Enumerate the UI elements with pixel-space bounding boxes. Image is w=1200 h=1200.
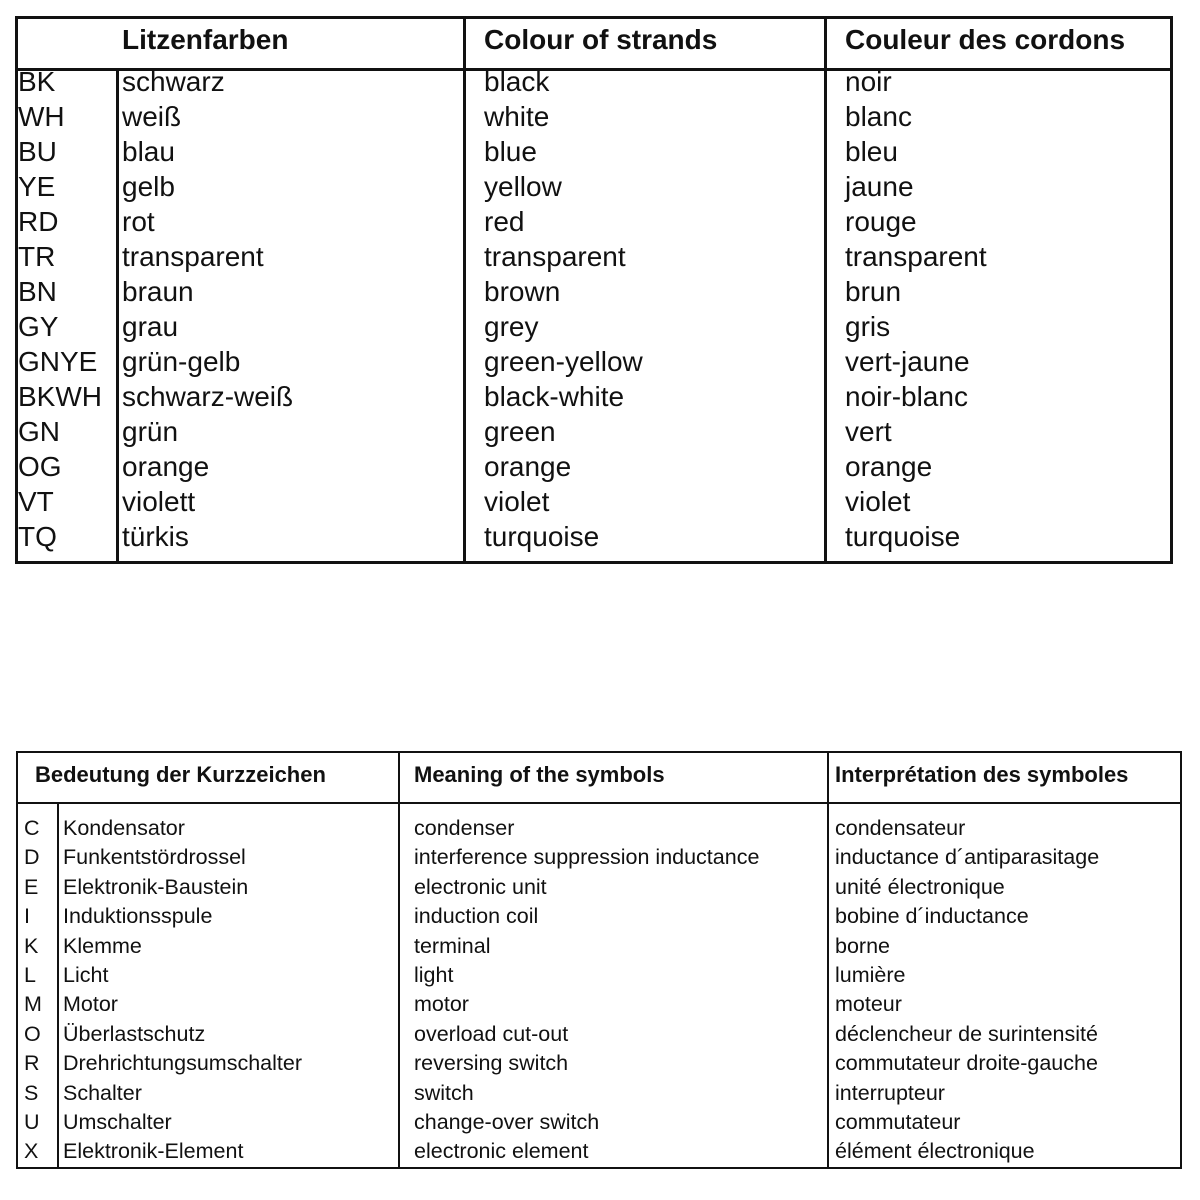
french-cell: noir bbox=[845, 66, 892, 97]
english-cell: light bbox=[414, 962, 454, 987]
french-cell: transparent bbox=[845, 241, 987, 272]
german-cell: Elektronik-Baustein bbox=[63, 874, 249, 899]
table-row bbox=[18, 932, 1180, 961]
french-cell: vert bbox=[845, 416, 892, 447]
code-cell: K bbox=[24, 933, 39, 958]
english-cell: violet bbox=[484, 486, 550, 517]
french-cell: vert-jaune bbox=[845, 346, 970, 377]
table-row bbox=[18, 274, 1170, 309]
code-cell: E bbox=[24, 874, 39, 899]
french-cell: commutateur droite-gauche bbox=[835, 1051, 1098, 1076]
english-cell: white bbox=[484, 101, 550, 132]
code-cell: RD bbox=[18, 206, 59, 237]
strand-colour-table bbox=[15, 16, 1173, 564]
code-cell: OG bbox=[18, 451, 62, 482]
table-row bbox=[18, 99, 1170, 134]
table-row bbox=[18, 344, 1170, 379]
table-row bbox=[18, 1079, 1180, 1108]
code-cell: BN bbox=[18, 276, 57, 307]
table-row bbox=[18, 843, 1180, 872]
german-cell: violett bbox=[122, 486, 196, 517]
german-cell: Umschalter bbox=[63, 1109, 172, 1134]
header-interpretation-des-symboles: Interprétation des symboles bbox=[835, 762, 1129, 787]
code-cell: TR bbox=[18, 241, 56, 272]
french-cell: jaune bbox=[845, 171, 914, 202]
table-row bbox=[18, 1108, 1180, 1137]
german-cell: schwarz-weiß bbox=[122, 381, 294, 412]
table-row bbox=[18, 449, 1170, 484]
french-cell: moteur bbox=[835, 992, 902, 1017]
german-cell: rot bbox=[122, 206, 155, 237]
header-colour-of-strands: Colour of strands bbox=[484, 24, 718, 55]
symbol-rows bbox=[18, 814, 1180, 1167]
german-cell: Licht bbox=[63, 962, 109, 987]
french-cell: gris bbox=[845, 311, 891, 342]
french-cell: condensateur bbox=[835, 816, 966, 840]
table-row bbox=[18, 1137, 1180, 1166]
symbol-table bbox=[16, 751, 1182, 1169]
table-row bbox=[18, 484, 1170, 519]
german-cell: schwarz bbox=[122, 66, 225, 97]
french-cell: bobine d´inductance bbox=[835, 904, 1029, 929]
english-cell: turquoise bbox=[484, 521, 600, 552]
english-cell: electronic unit bbox=[414, 874, 547, 899]
header-litzenfarben: Litzenfarben bbox=[122, 24, 289, 55]
english-cell: reversing switch bbox=[414, 1051, 569, 1076]
code-cell: BKWH bbox=[18, 381, 102, 412]
english-cell: motor bbox=[414, 992, 469, 1017]
code-cell: I bbox=[24, 904, 30, 929]
german-cell: grün bbox=[122, 416, 179, 447]
french-cell: brun bbox=[845, 276, 902, 307]
german-cell: Überlastschutz bbox=[63, 1021, 206, 1046]
code-cell: C bbox=[24, 816, 40, 840]
table-row bbox=[18, 64, 1170, 99]
german-cell: transparent bbox=[122, 241, 264, 272]
english-cell: black bbox=[484, 66, 550, 97]
german-cell: Elektronik-Element bbox=[63, 1139, 244, 1164]
code-cell: O bbox=[24, 1021, 41, 1046]
table-row bbox=[18, 519, 1170, 554]
english-cell: red bbox=[484, 206, 525, 237]
code-cell: WH bbox=[18, 101, 65, 132]
german-cell: Motor bbox=[63, 992, 118, 1017]
header-meaning-of-the-symbols: Meaning of the symbols bbox=[414, 762, 665, 787]
table-row bbox=[18, 379, 1170, 414]
code-cell: BU bbox=[18, 136, 57, 167]
table-row bbox=[18, 873, 1180, 902]
code-cell: VT bbox=[18, 486, 54, 517]
code-cell: U bbox=[24, 1109, 40, 1134]
table-row bbox=[18, 814, 1180, 843]
french-cell: unité électronique bbox=[835, 874, 1005, 899]
english-cell: electronic element bbox=[414, 1139, 589, 1164]
code-cell: BK bbox=[18, 66, 56, 97]
code-cell: S bbox=[24, 1080, 39, 1105]
german-cell: weiß bbox=[122, 101, 182, 132]
table-row bbox=[18, 990, 1180, 1019]
french-cell: violet bbox=[845, 486, 911, 517]
german-cell: Funkentstördrossel bbox=[63, 845, 246, 870]
code-cell: GN bbox=[18, 416, 60, 447]
french-cell: inductance d´antiparasitage bbox=[835, 845, 1100, 870]
english-cell: interference suppression inductance bbox=[414, 845, 760, 870]
strand-colour-rows bbox=[18, 64, 1170, 554]
table-row bbox=[18, 902, 1180, 931]
english-cell: change-over switch bbox=[414, 1109, 600, 1134]
table-row bbox=[18, 309, 1170, 344]
french-cell: orange bbox=[845, 451, 933, 482]
french-cell: blanc bbox=[845, 101, 912, 132]
german-cell: orange bbox=[122, 451, 210, 482]
french-cell: élément électronique bbox=[835, 1139, 1035, 1164]
english-cell: brown bbox=[484, 276, 561, 307]
table-row bbox=[18, 961, 1180, 990]
german-cell: Schalter bbox=[63, 1080, 142, 1105]
french-cell: turquoise bbox=[845, 521, 961, 552]
french-cell: déclencheur de surintensité bbox=[835, 1021, 1098, 1046]
french-cell: borne bbox=[835, 933, 890, 958]
german-cell: grün-gelb bbox=[122, 346, 241, 377]
code-cell: R bbox=[24, 1051, 40, 1076]
english-cell: green-yellow bbox=[484, 346, 643, 377]
english-cell: orange bbox=[484, 451, 572, 482]
german-cell: grau bbox=[122, 311, 179, 342]
german-cell: Induktionsspule bbox=[63, 904, 213, 929]
table-row bbox=[18, 204, 1170, 239]
english-cell: terminal bbox=[414, 933, 491, 958]
german-cell: Kondensator bbox=[63, 816, 185, 840]
english-cell: switch bbox=[414, 1080, 474, 1105]
code-cell: M bbox=[24, 992, 42, 1017]
code-cell: GY bbox=[18, 311, 59, 342]
english-cell: condenser bbox=[414, 816, 515, 840]
french-cell: lumière bbox=[835, 962, 906, 987]
english-cell: induction coil bbox=[414, 904, 539, 929]
header-couleur-des-cordons: Couleur des cordons bbox=[845, 24, 1126, 55]
german-cell: gelb bbox=[122, 171, 175, 202]
french-cell: bleu bbox=[845, 136, 898, 167]
table-row bbox=[18, 1020, 1180, 1049]
code-cell: TQ bbox=[18, 521, 57, 552]
english-cell: yellow bbox=[484, 171, 562, 202]
english-cell: transparent bbox=[484, 241, 626, 272]
german-cell: Klemme bbox=[63, 933, 142, 958]
english-cell: grey bbox=[484, 311, 539, 342]
french-cell: noir-blanc bbox=[845, 381, 968, 412]
header-bedeutung-der-kurzzeichen: Bedeutung der Kurzzeichen bbox=[35, 762, 326, 787]
german-cell: Drehrichtungsumschalter bbox=[63, 1051, 302, 1076]
german-cell: türkis bbox=[122, 521, 189, 552]
code-cell: GNYE bbox=[18, 346, 98, 377]
code-cell: D bbox=[24, 845, 40, 870]
english-cell: black-white bbox=[484, 381, 625, 412]
english-cell: overload cut-out bbox=[414, 1021, 569, 1046]
german-cell: braun bbox=[122, 276, 194, 307]
symbol-table-header bbox=[18, 753, 1180, 804]
table-row bbox=[18, 1049, 1180, 1078]
english-cell: green bbox=[484, 416, 556, 447]
table-row bbox=[18, 239, 1170, 274]
french-cell: commutateur bbox=[835, 1109, 961, 1134]
table-row bbox=[18, 134, 1170, 169]
code-cell: YE bbox=[18, 171, 56, 202]
table-row bbox=[18, 169, 1170, 204]
french-cell: interrupteur bbox=[835, 1080, 945, 1105]
french-cell: rouge bbox=[845, 206, 917, 237]
code-cell: L bbox=[24, 962, 36, 987]
english-cell: blue bbox=[484, 136, 537, 167]
german-cell: blau bbox=[122, 136, 175, 167]
code-cell: X bbox=[24, 1139, 39, 1164]
table-row bbox=[18, 414, 1170, 449]
